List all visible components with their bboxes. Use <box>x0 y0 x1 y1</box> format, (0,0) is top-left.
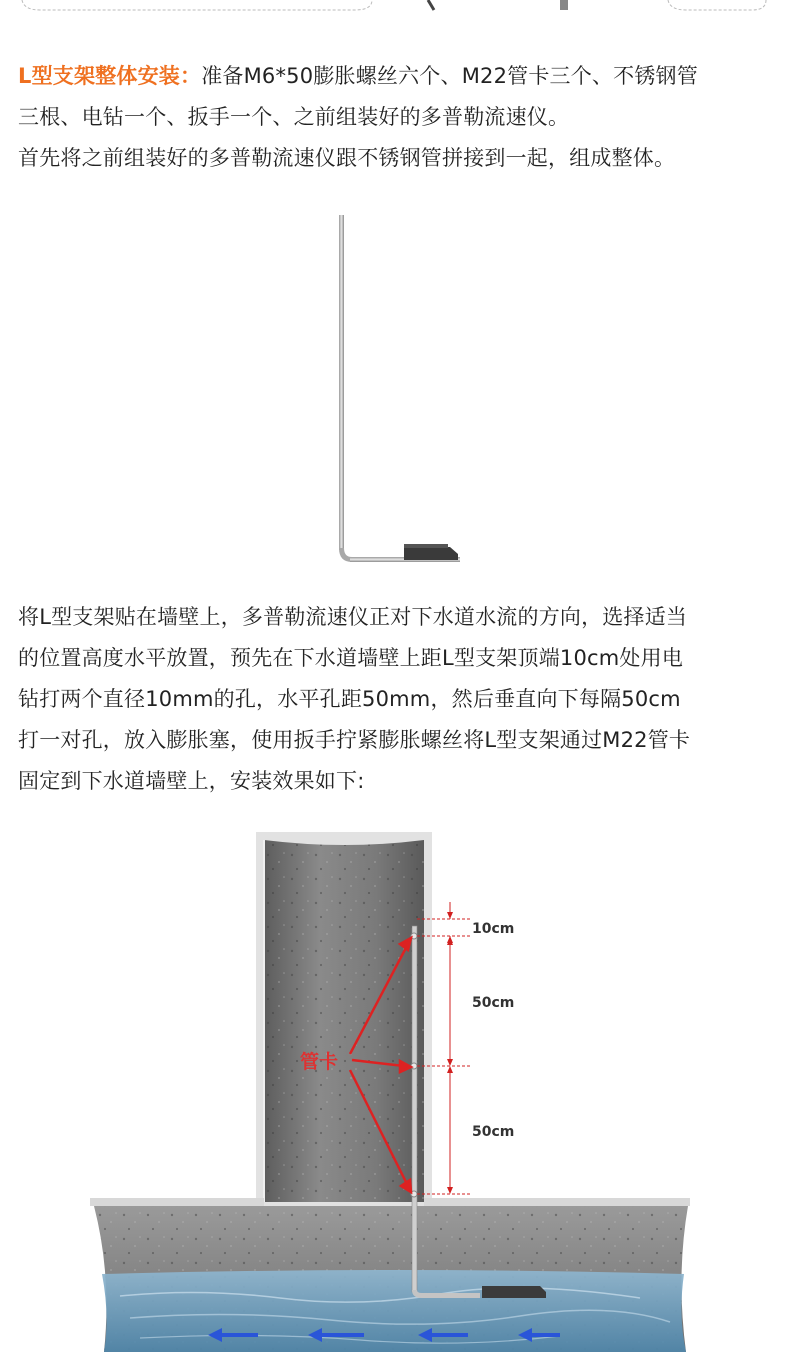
vertical-pipe <box>339 215 344 550</box>
previous-figure-edge <box>0 0 790 16</box>
intro-line-1 <box>18 56 778 97</box>
dimension-label-bottom: 50cm <box>472 1124 515 1140</box>
clamp-label: 管卡 <box>300 1051 339 1073</box>
dimension-label-top: 10cm <box>472 921 515 937</box>
bracket-pipe <box>412 926 417 1292</box>
clamp-point-mid <box>411 1063 417 1069</box>
l-bracket-figure <box>300 210 500 570</box>
intro-heading: L型支架整体安装： <box>18 64 202 88</box>
installation-diagram <box>0 826 790 1352</box>
steps-line-4: 打一对孔，放入膨胀塞，使用扳手拧紧膨胀螺丝将L型支架通过M22管卡 <box>18 728 691 752</box>
intro-line-3: 首先将之前组装好的多普勒流速仪跟不锈钢管拼接到一起，组成整体。 <box>18 146 676 170</box>
flow-meter-sensor <box>404 547 458 560</box>
tunnel-ledge <box>90 1198 264 1206</box>
steps-line-2: 的位置高度水平放置，预先在下水道墙壁上距L型支架顶端10cm处用电 <box>18 646 684 670</box>
intro-line-1-text: 准备M6*50膨胀螺丝六个、M22管卡三个、不锈钢管 <box>201 64 698 88</box>
tunnel-ledge-right <box>424 1198 690 1206</box>
steps-paragraph <box>18 597 778 802</box>
diagram-flow-meter <box>482 1286 546 1298</box>
dimension-label-mid: 50cm <box>472 995 515 1011</box>
intro-line-2: 三根、电钻一个、扳手一个、之前组装好的多普勒流速仪。 <box>18 105 570 129</box>
steps-line-1: 将L型支架贴在墙壁上，多普勒流速仪正对下水道水流的方向，选择适当 <box>18 605 688 629</box>
intro-paragraph <box>18 56 778 179</box>
steps-line-3: 钻打两个直径10mm的孔，水平孔距50mm，然后垂直向下每隔50cm <box>18 687 681 711</box>
steps-line-5: 固定到下水道墙壁上，安装效果如下: <box>18 769 365 793</box>
